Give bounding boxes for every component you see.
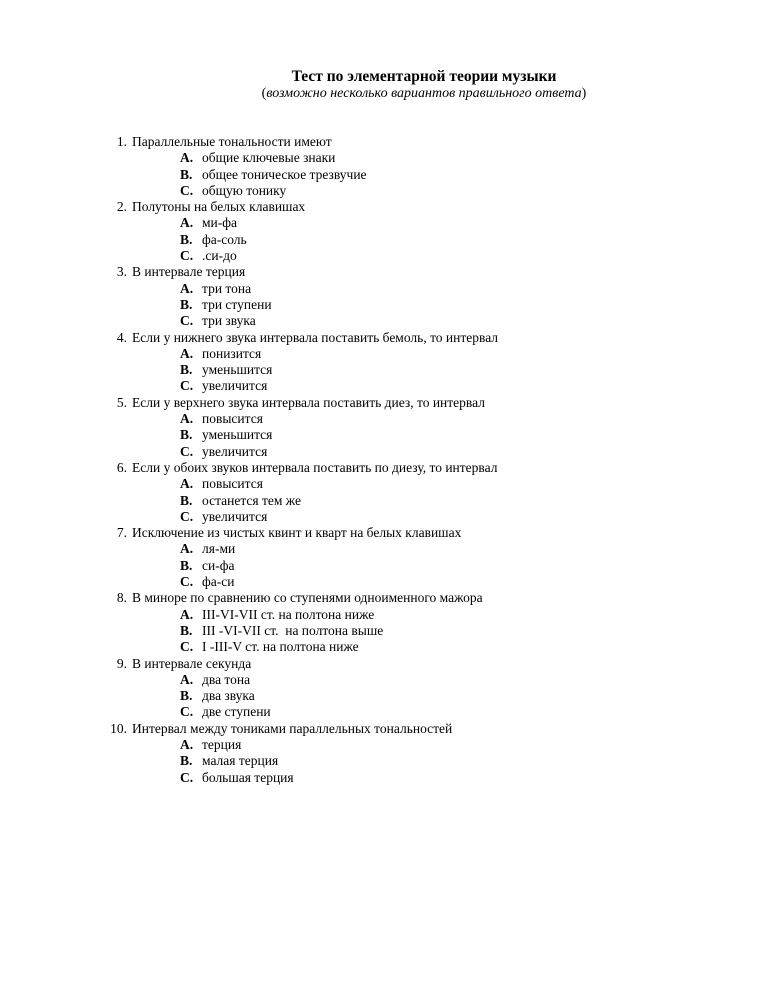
answer-letter: C. [180, 443, 194, 459]
answer-text: увеличится [202, 378, 268, 394]
answer-option [0, 411, 768, 427]
answer-text: два звука [202, 688, 255, 704]
question-text: В интервале терция [132, 264, 246, 280]
question-text: Если у обоих звуков интервала поставить по диезу, то интервал [132, 459, 498, 475]
answer-text: увеличится [202, 443, 268, 459]
answer-letter: C. [180, 378, 194, 394]
answer-letter: C. [180, 248, 194, 264]
answer-text: понизится [202, 345, 262, 361]
answer-text: III-VI-VII ст. на полтона ниже [202, 606, 375, 622]
question-8 [0, 590, 768, 655]
question-text: Если у верхнего звука интервала поставить диез, то интервал [132, 394, 485, 410]
answer-text: уменьшится [202, 362, 273, 378]
answer-letter: A. [180, 736, 194, 752]
question-text: Полутоны на белых клавишах [132, 199, 306, 215]
answer-letter: A. [180, 411, 194, 427]
question-7 [0, 525, 768, 590]
answer-option [0, 427, 768, 443]
answer-text: фа-си [202, 574, 235, 590]
answer-letter: A. [180, 345, 194, 361]
answer-text: ми-фа [202, 215, 238, 231]
answer-text: повысится [202, 476, 263, 492]
question-number: 8. [116, 590, 127, 606]
answer-letter: B. [180, 296, 193, 312]
answer-letter: A. [180, 541, 194, 557]
answer-letter: B. [180, 427, 193, 443]
answer-option [0, 639, 768, 655]
answer-letter: C. [180, 313, 194, 329]
answer-option [0, 215, 768, 231]
question-text: Параллельные тональности имеют [132, 134, 332, 149]
question-text: Исключение из чистых квинт и кварт на белых клавишах [132, 525, 462, 541]
answer-letter: B. [180, 362, 193, 378]
answer-text: общее тоническое трезвучие [202, 166, 367, 182]
question-number: 9. [116, 655, 127, 671]
answer-letter: C. [180, 639, 194, 655]
answer-letter: C. [180, 704, 194, 720]
question-line [0, 525, 768, 541]
answer-letter: B. [180, 166, 193, 182]
answer-letter: C. [180, 182, 194, 198]
question-line [0, 264, 768, 280]
answer-option [0, 313, 768, 329]
answer-letter: A. [180, 280, 194, 296]
question-line [0, 330, 768, 346]
subtitle-open-paren: ( [261, 86, 267, 101]
question-number: 10. [110, 720, 127, 736]
question-number: 5. [116, 394, 127, 410]
question-number: 7. [116, 525, 127, 541]
question-3 [0, 264, 768, 329]
answer-option [0, 558, 768, 574]
answer-option [0, 167, 768, 183]
answer-letter: A. [180, 215, 194, 231]
answer-option [0, 346, 768, 362]
answer-text: две ступени [202, 704, 271, 720]
answer-option [0, 607, 768, 623]
answer-option [0, 476, 768, 492]
question-4 [0, 330, 768, 395]
answer-letter: A. [180, 671, 194, 687]
answer-text: повысится [202, 411, 263, 427]
question-line [0, 134, 768, 150]
question-5 [0, 395, 768, 460]
answer-option [0, 688, 768, 704]
answer-letter: A. [180, 606, 194, 622]
question-text: Интервал между тониками параллельных тональностей [132, 720, 453, 736]
answer-option [0, 770, 768, 786]
answer-option [0, 753, 768, 769]
answer-text: три звука [202, 313, 256, 329]
answer-option [0, 150, 768, 166]
answer-option [0, 574, 768, 590]
answer-option [0, 509, 768, 525]
question-text: Если у нижнего звука интервала поставить бемоль, то интервал [132, 329, 499, 345]
answer-letter: B. [180, 753, 193, 769]
question-line [0, 460, 768, 476]
answer-text: общие ключевые знаки [202, 150, 336, 166]
question-9 [0, 656, 768, 721]
answer-text: .си-до [202, 248, 237, 264]
answer-option [0, 623, 768, 639]
answer-text: си-фа [202, 557, 235, 573]
answer-letter: B. [180, 688, 193, 704]
question-number: 3. [116, 264, 127, 280]
page-title: Тест по элементарной теории музыки [291, 68, 557, 85]
answer-text: терция [202, 736, 242, 752]
answer-option [0, 737, 768, 753]
question-text: В миноре по сравнению со ступенями одноименного мажора [132, 590, 483, 606]
question-line [0, 656, 768, 672]
answer-text: два тона [202, 671, 251, 687]
question-number: 4. [116, 329, 127, 345]
answer-option [0, 541, 768, 557]
answer-text: останется тем же [202, 492, 301, 508]
question-number: 2. [116, 199, 127, 215]
answer-option [0, 248, 768, 264]
answer-text: общую тонику [202, 182, 287, 198]
answer-option [0, 378, 768, 394]
answer-letter: B. [180, 557, 193, 573]
question-2 [0, 199, 768, 264]
answer-text: три ступени [202, 296, 272, 312]
answer-text: увеличится [202, 508, 268, 524]
answer-text: малая терция [202, 753, 279, 769]
subtitle-close-paren: ) [581, 86, 587, 101]
answer-option [0, 232, 768, 248]
answer-letter: A. [180, 476, 194, 492]
answer-text: III -VI-VII ст. на полтона выше [202, 622, 384, 638]
page-subtitle [0, 86, 768, 102]
question-text: В интервале секунда [132, 655, 252, 671]
answer-option [0, 362, 768, 378]
question-number: 6. [116, 459, 127, 475]
answer-letter: A. [180, 150, 194, 166]
answer-letter: C. [180, 769, 194, 785]
answer-letter: B. [180, 492, 193, 508]
question-line [0, 590, 768, 606]
question-line [0, 395, 768, 411]
answer-text: фа-соль [202, 231, 247, 247]
question-6 [0, 460, 768, 525]
question-1 [0, 134, 768, 199]
answer-letter: B. [180, 622, 193, 638]
answer-letter: C. [180, 574, 194, 590]
answer-option [0, 493, 768, 509]
answer-option [0, 704, 768, 720]
answer-option [0, 444, 768, 460]
answer-letter: B. [180, 231, 193, 247]
answer-text: ля-ми [202, 541, 236, 557]
question-10 [0, 721, 768, 786]
answer-letter: C. [180, 508, 194, 524]
answer-option [0, 183, 768, 199]
answer-text: три тона [202, 280, 252, 296]
question-number: 1. [116, 134, 127, 149]
subtitle-text: возможно несколько вариантов правильного ответа [266, 86, 582, 101]
question-list [0, 134, 768, 786]
answer-option [0, 297, 768, 313]
answer-option [0, 281, 768, 297]
question-line [0, 721, 768, 737]
answer-text: большая терция [202, 769, 294, 785]
answer-text: I -III-V ст. на полтона ниже [202, 639, 359, 655]
question-line [0, 199, 768, 215]
answer-text: уменьшится [202, 427, 273, 443]
answer-option [0, 672, 768, 688]
